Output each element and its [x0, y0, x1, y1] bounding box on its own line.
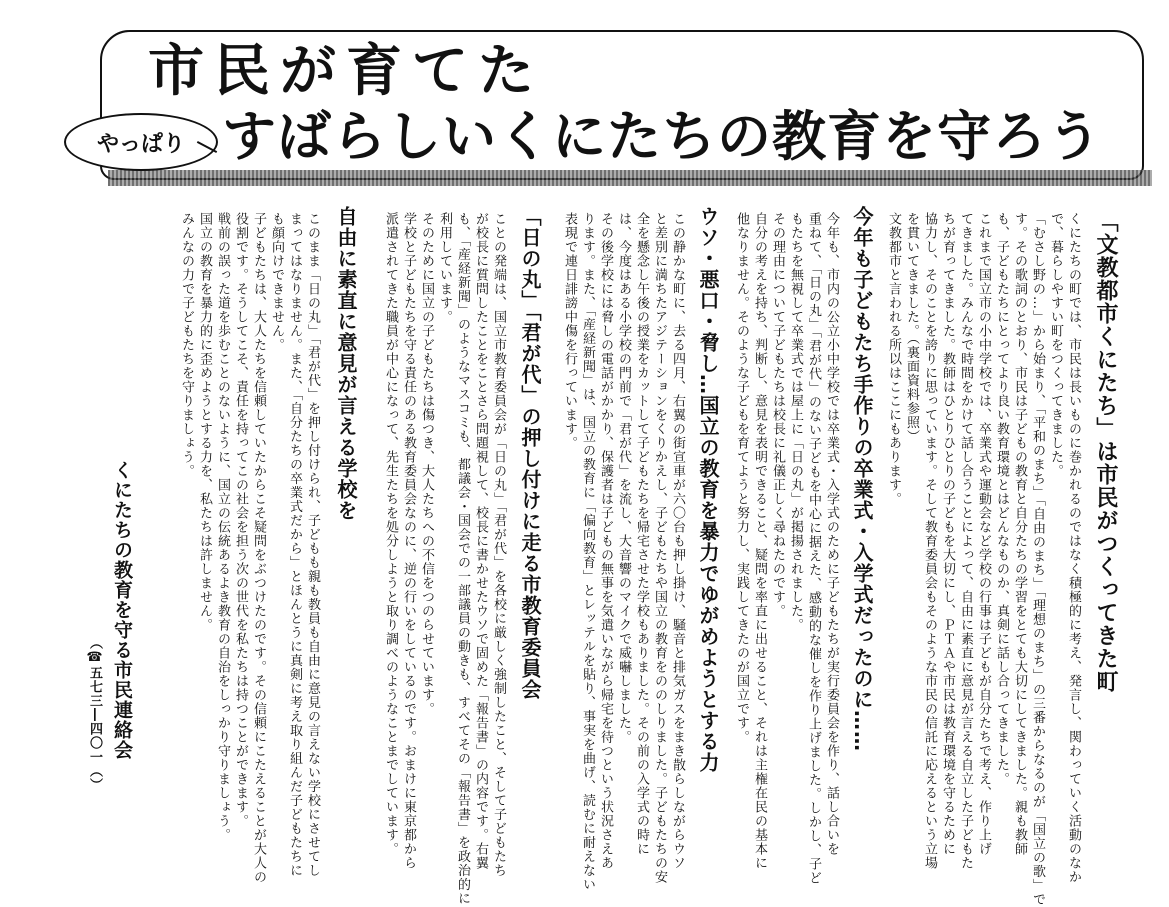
section-1-line: 文教都市と言われる所以はここにもあります。 — [886, 212, 901, 506]
section-5-line: も顔向けできません。 — [269, 212, 284, 352]
section-3-line: と差別に満ちたアジテーションをくりかえし、子どもたちや国立の教育をののしりました。子どもたちの安 — [652, 212, 667, 884]
section-5-line: まってはなりません。また、「自分たちの卒業式だから」とほんとうに真剣に考え取り組んだ子どもたちに — [287, 212, 302, 878]
section-5-line: 国立の教育を暴力的に歪めようとする力を、私たちは許しません。 — [197, 212, 212, 632]
section-2-line: 今年も、市内の公立小中学校では卒業式・入学式のために子どもたちが実行委員会を作り、話し合いを — [824, 212, 839, 856]
section-1-line: ちが育ってきました。教師はひとりひとりの子どもを大切にし、ＰＴＡや市民は教育環境を守るために — [940, 212, 955, 856]
signature-phone: （☎五七三―四〇一（） — [87, 636, 102, 792]
section-4-line: が校長に質問したことをことさら問題視して、校長に書かせたウソで固めた「報告書」の内容です。右翼 — [473, 212, 488, 870]
section-4-line: 派遣されてきた職員が中心になって、先生たちを処分しようと取り調べのようなことまでしています。 — [383, 212, 398, 856]
section-2-line: 自分の考えを持ち、判断し、意見を表明できること、疑問を率直に出せること、それは主権在民の基本に — [752, 212, 767, 870]
section-1-line: 「むさし野の…」から始まり、「平和のまち」「自由のまち」「理想のまち」の三番からなるのが「国立の歌」で — [1030, 212, 1045, 907]
section-5-line: 役割です。そうしてこそ、責任を持ってこの社会を担う次の世代を私たちは持つことができます。 — [233, 212, 248, 828]
section-5-title: 自由に素直に意見が言える学校を — [334, 206, 358, 521]
section-3-line: 表現で連日誹謗中傷を行っています。 — [562, 212, 577, 450]
section-5-line: 戦前の誤った道を歩むことのないように、国立の伝統あるよき教育の自治をしっかり守りましょう。 — [215, 212, 230, 842]
headline-line1: 市民が育てた — [148, 39, 544, 104]
section-5-line: みんなの力で子どもたちを守りましょう。 — [179, 212, 194, 478]
section-2-line: その理由について子どもたちは校長に礼儀正しく尋ねたのです。 — [770, 212, 785, 618]
section-2-line: 重ねて、「日の丸」「君が代」のない子どもを中心に据えた、感動的な催しを作り上げました。しかし、子ど — [806, 212, 821, 885]
section-3-title: ウソ・悪口・脅し…国立の教育を暴力でゆがめようとする力 — [696, 206, 720, 773]
section-1-line: も、子どもたちにとってより良い教育環境とはどんなものか、真剣に話し合ってきました。 — [994, 212, 1009, 786]
section-3-line: は、今度はある小学校の門前で「君が代」を流し、大音響のマイクで威嚇しました。 — [616, 212, 631, 744]
section-4-line: 学校と子どもたちを守る責任のある教育委員会なのに、逆の行いをしているのです。おまけに東京都から — [401, 212, 416, 870]
section-1-line: を貫いてきました。（裏面資料参照） — [904, 212, 919, 444]
section-5-line: このまま「日の丸」「君が代」を押し付けられ、子どもも親も教員も自由に意見の言えない学校にさせてし — [305, 212, 320, 878]
banner-shadow — [108, 170, 1152, 186]
section-3-line: その後学校には脅しの電話がかかり、保護者は子どもの無事を気遣いながら帰宅を待つという状況さえあ — [598, 212, 613, 870]
headline-line2: すばらしいくにたちの教育を守ろう — [222, 105, 1102, 168]
section-5-line: 子どもたちは、大人たちを信頼していたからこそ疑問をぶつけたのです。その信頼にこたえることが大人の — [251, 212, 266, 884]
section-1-line: す。その歌詞のとおり、市民は子どもの教育と自分たちの学習をとても大切にしてきました。親も教師 — [1012, 212, 1027, 856]
section-1-line: で、暮らしやすい町をつくってきました。 — [1048, 212, 1063, 478]
section-1-title: 「文教都市くにたち」は市民がつくってきた町 — [1093, 210, 1118, 693]
section-4-title: 「日の丸」「君が代」の押し付けに走る市教育委員会 — [518, 206, 542, 700]
bubble — [64, 113, 218, 171]
section-3-line: この静かな町に、去る四月、右翼の街宣車が六〇台も押し掛け、騒音と排気ガスをまき散らしながらウソ — [670, 212, 685, 870]
section-1-line: くにたちの町では、市民は長いものに巻かれるのではなく積極的に考え、発言し、関わっていく活動のなか — [1066, 212, 1081, 884]
section-2-line: もたちを無視して卒業式では屋上に「日の丸」が掲揚されました。 — [788, 212, 803, 632]
section-4-line: そのために国立の子どもたちは傷つき、大人たちへの不信をつのらせています。 — [419, 212, 434, 716]
bubble-text: やっぱり — [96, 131, 185, 157]
section-4-line: も、「産経新聞」のようなマスコミも、都議会・国会での一部議員の動きも、すべてその「報告書」を政治的に — [455, 212, 470, 906]
section-1-line: これまで国立市の小中学校では、卒業式や運動会など学校の行事は子どもが自分たちで考え、作り上げ — [976, 212, 991, 856]
section-3-line: ります。また、「産経新聞」は、国立の教育に「偏向教育」とレッテルを貼り、事実を曲げ、読むに耐えない — [580, 212, 595, 892]
section-2-line: 他なりません。そのような子どもを育てようと努力し、実践してきたのが国立です。 — [734, 212, 749, 744]
section-1-line: てきました。みんなで時間をかけて話し合うことによって、自由に素直に意見が言える自立した子どもた — [958, 212, 973, 870]
section-4-line: ことの発端は、国立市教育委員会が「日の丸」「君が代」を各校に厳しく強制したこと、そして子どもたち — [491, 212, 506, 878]
section-4-line: 利用しています。 — [437, 212, 452, 324]
section-2-title: 今年も子どもたち手作りの卒業式・入学式だったのに…… — [850, 206, 874, 752]
section-1-line: 協力し、そのことを誇りに思っています。そして教育委員会もそのような市民の信託に応えるという立場 — [922, 212, 937, 870]
section-3-line: 全を懸念し午後の授業をカットして子どもたちを帰宅させた学校もありました。その前の入学式の時に — [634, 212, 649, 856]
signature-org: くにたちの教育を守る市民連絡会 — [111, 460, 133, 760]
